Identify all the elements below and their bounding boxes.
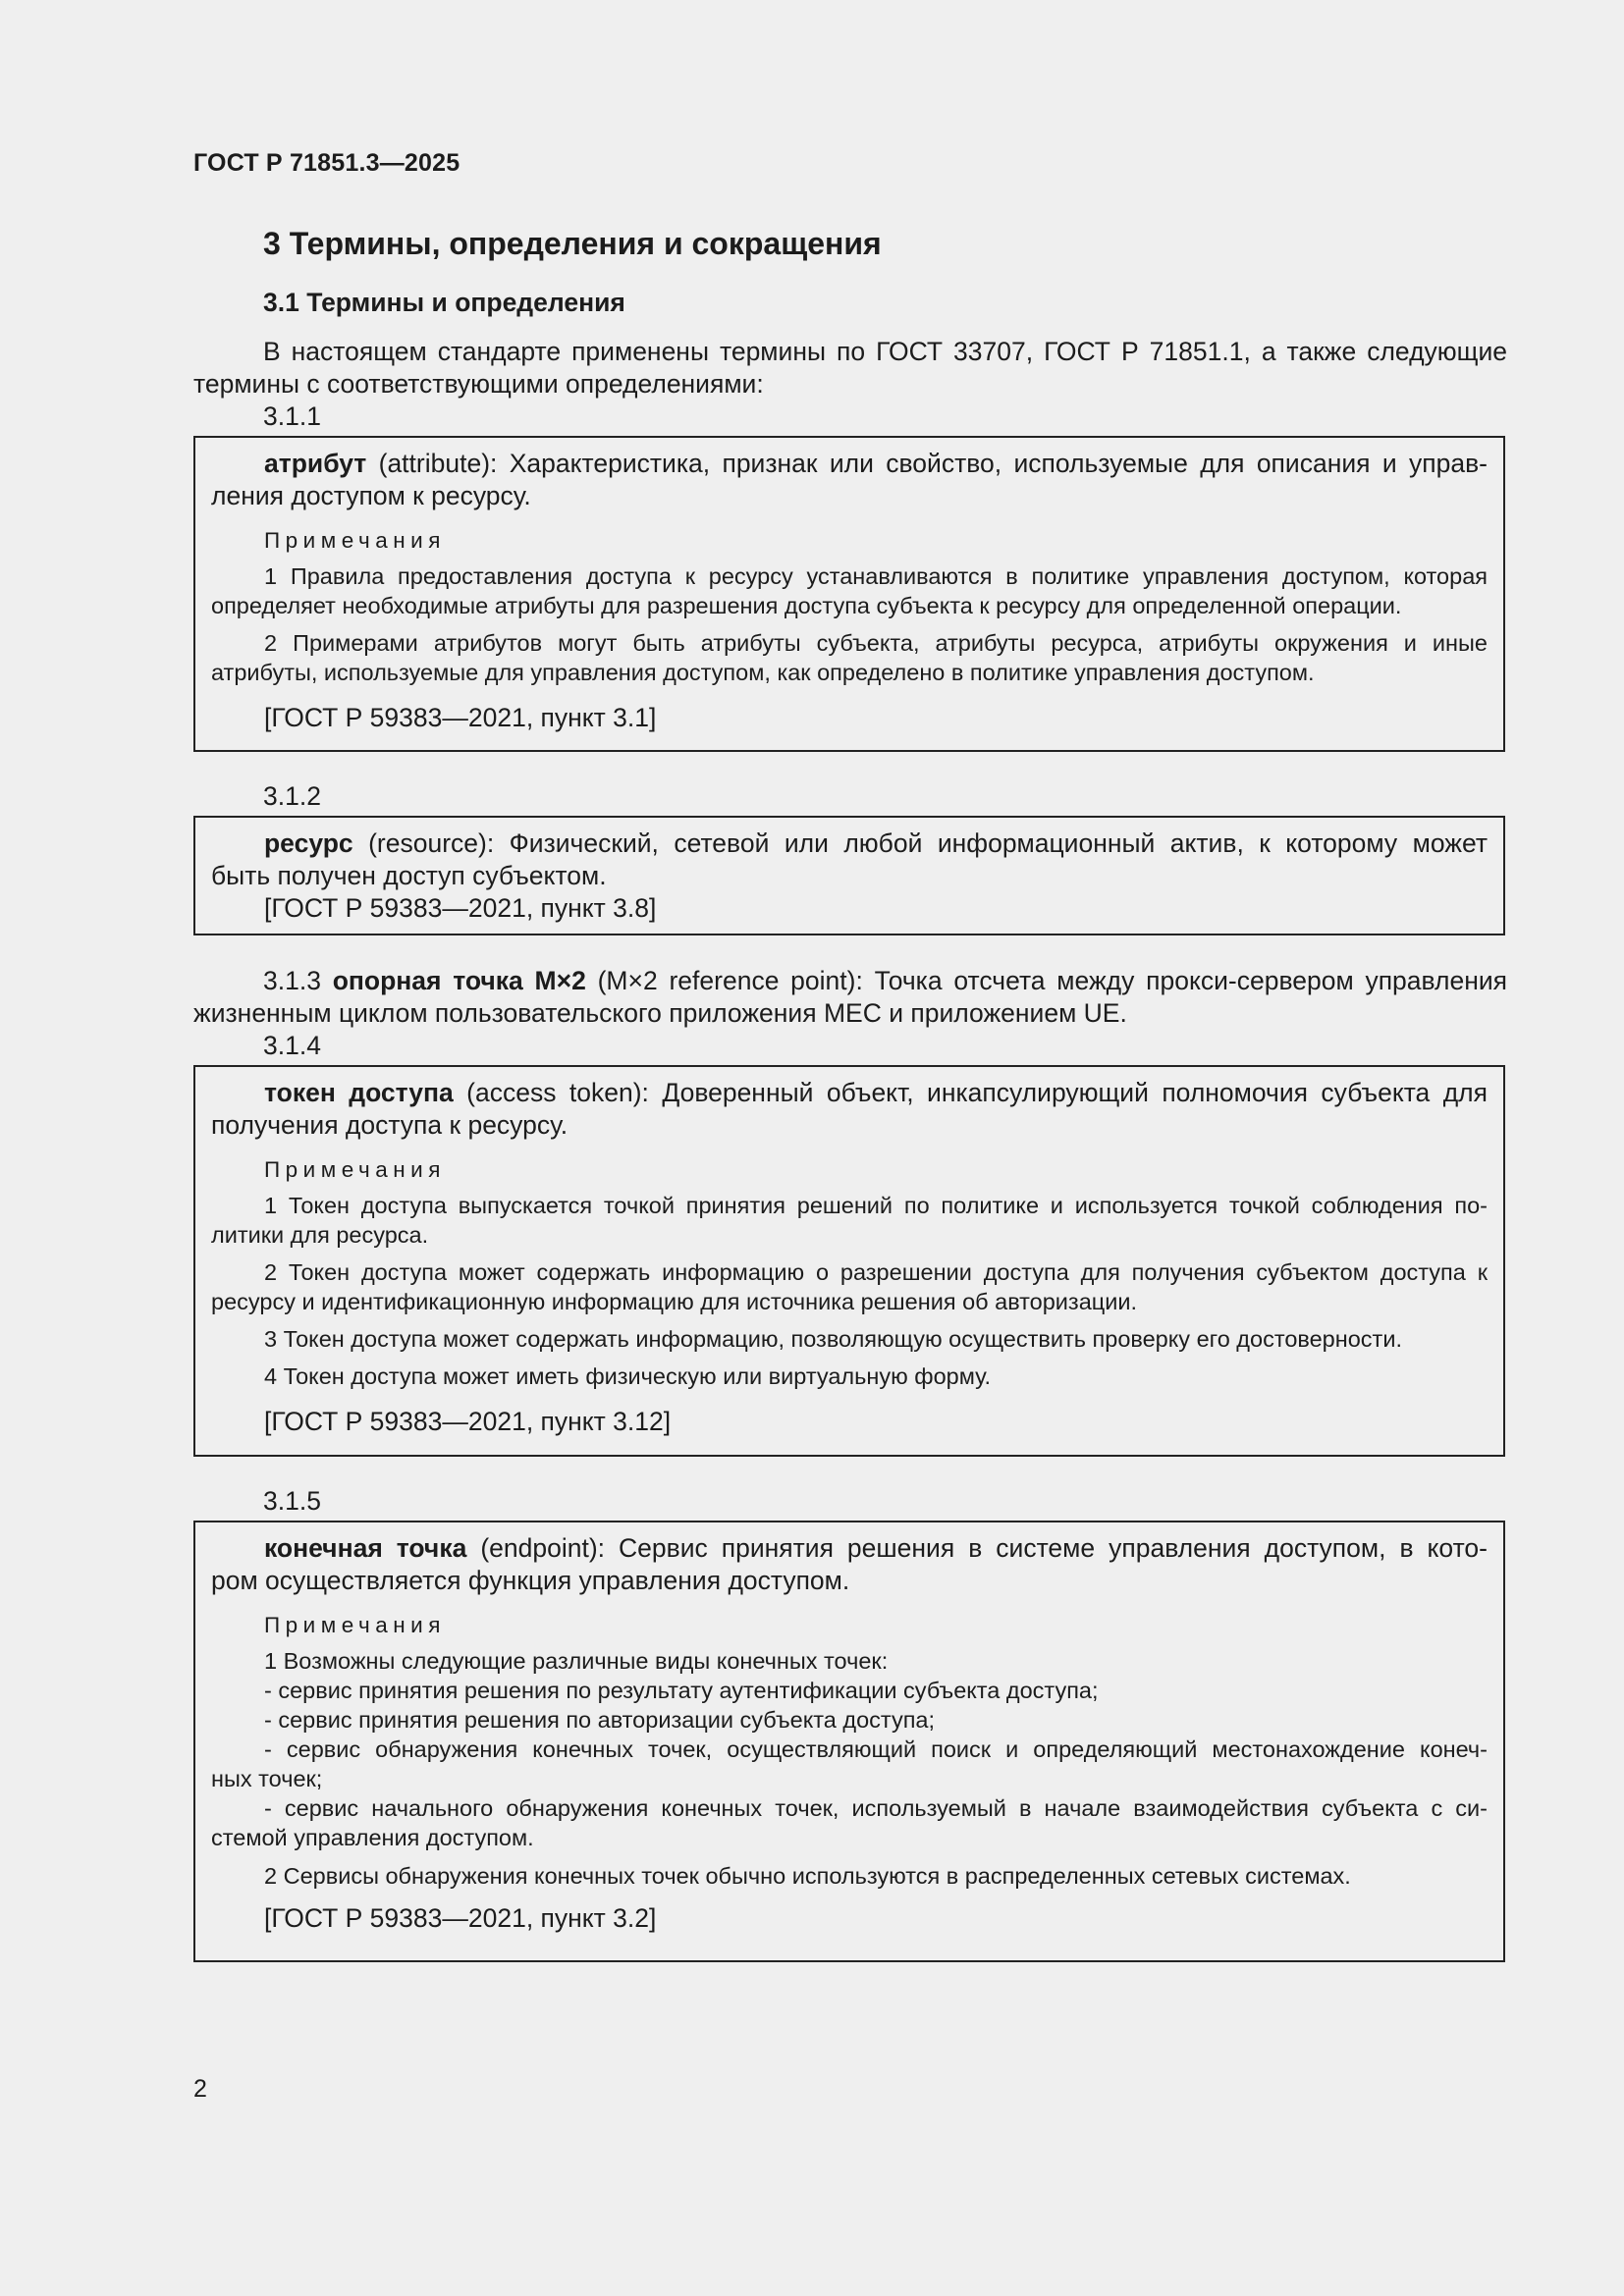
definition-line-2: быть получен доступ субъектом. xyxy=(211,861,607,890)
term-box-attribute xyxy=(193,436,1505,752)
intro-line-1: В настоящем стандарте применены термины по ГОСТ 33707, ГОСТ Р 71851.1, а также следующие xyxy=(263,337,1507,366)
term-box-endpoint xyxy=(193,1521,1505,1962)
term-number: 3.1.2 xyxy=(263,781,321,811)
list-item-continuation: стемой управления доступом. xyxy=(211,1825,534,1850)
note-line: 1 Правила предоставления доступа к ресурсу устанавливаются в политике управления доступом, которая xyxy=(264,563,1488,589)
source-reference: [ГОСТ Р 59383—2021, пункт 3.2] xyxy=(264,1903,657,1933)
definition-line xyxy=(193,965,1507,997)
term-name: ресурс xyxy=(264,828,353,858)
notes-label: Примечания xyxy=(264,1157,446,1182)
note-line: 2 Сервисы обнаружения конечных точек обычно используются в распределенных сетевых системах. xyxy=(264,1863,1351,1889)
note-line: определяет необходимые атрибуты для разрешения доступа субъекта к ресурсу для определенной операции. xyxy=(211,593,1402,618)
note-line: литики для ресурса. xyxy=(211,1222,429,1248)
note-line: 1 Токен доступа выпускается точкой принятия решений по политике и используется точкой соблюдения по- xyxy=(264,1193,1488,1218)
list-item: - сервис начального обнаружения конечных точек, используемый в начале взаимодействия субъекта с си- xyxy=(264,1795,1488,1821)
term-number: 3.1.4 xyxy=(263,1031,321,1060)
list-item: - сервис принятия решения по авторизации субъекта доступа; xyxy=(264,1707,936,1733)
definition-line-2: ром осуществляется функция управления доступом. xyxy=(211,1566,850,1595)
definition-text: (resource): Физический, сетевой или любой информационный актив, к которому может xyxy=(352,828,1488,858)
definition-line xyxy=(211,1077,1488,1109)
note-line: 3 Токен доступа может содержать информацию, позволяющую осуществить проверку его достоверности. xyxy=(264,1326,1402,1352)
definition-line xyxy=(211,828,1488,860)
term-box-access-token xyxy=(193,1065,1505,1457)
page-number: 2 xyxy=(193,2075,207,2103)
term-box-resource xyxy=(193,816,1505,935)
notes-label: Примечания xyxy=(264,528,446,553)
list-item: - сервис обнаружения конечных точек, осуществляющий поиск и определяющий местонахождение конеч- xyxy=(264,1736,1488,1762)
subsection-title: 3.1 Термины и определения xyxy=(263,288,625,317)
source-reference: [ГОСТ Р 59383—2021, пункт 3.1] xyxy=(264,703,657,732)
term-name: опорная точка M×2 xyxy=(332,966,586,995)
list-item: - сервис принятия решения по результату аутентификации субъекта доступа; xyxy=(264,1678,1099,1703)
definition-text: (M×2 reference point): Точка отсчета между прокси-сервером управления xyxy=(585,966,1507,995)
term-name: токен доступа xyxy=(264,1078,454,1107)
definition-line xyxy=(211,1532,1488,1565)
intro-paragraph xyxy=(193,336,1507,400)
term-name: атрибут xyxy=(264,449,367,478)
definition-line-2: жизненным циклом пользовательского приложения MEC и приложением UE. xyxy=(193,998,1127,1028)
term-paragraph-m2-reference-point xyxy=(193,965,1507,1030)
term-number: 3.1.3 xyxy=(263,966,321,995)
document-code: ГОСТ Р 71851.3—2025 xyxy=(193,149,460,177)
source-reference: [ГОСТ Р 59383—2021, пункт 3.12] xyxy=(264,1407,672,1436)
note-line: 1 Возможны следующие различные виды конечных точек: xyxy=(264,1648,889,1674)
source-reference: [ГОСТ Р 59383—2021, пункт 3.8] xyxy=(264,893,657,923)
term-number: 3.1.5 xyxy=(263,1486,321,1516)
intro-line-2: термины с соответствующими определениями: xyxy=(193,369,764,399)
definition-line-2: ления доступом к ресурсу. xyxy=(211,481,531,510)
definition-text: (access token): Доверенный объект, инкапсулирующий полномочия субъекта для xyxy=(453,1078,1488,1107)
note-line: 4 Токен доступа может иметь физическую или виртуальную форму. xyxy=(264,1363,992,1389)
definition-line xyxy=(211,448,1488,480)
note-line: атрибуты, используемые для управления доступом, как определено в политике управления доступом. xyxy=(211,660,1315,685)
definition-line-2: получения доступа к ресурсу. xyxy=(211,1110,568,1140)
definition-text: (attribute): Характеристика, признак или свойство, используемые для описания и управ- xyxy=(366,449,1488,478)
list-item-continuation: ных точек; xyxy=(211,1766,323,1791)
notes-label: Примечания xyxy=(264,1613,446,1637)
term-name: конечная точка xyxy=(264,1533,467,1563)
term-number: 3.1.1 xyxy=(263,401,321,431)
note-line: 2 Примерами атрибутов могут быть атрибуты субъекта, атрибуты ресурса, атрибуты окружения и иные xyxy=(264,630,1488,656)
definition-text: (endpoint): Сервис принятия решения в системе управления доступом, в кото- xyxy=(466,1533,1488,1563)
note-line: 2 Токен доступа может содержать информацию о разрешении доступа для получения субъектом доступа к xyxy=(264,1259,1488,1285)
note-line: ресурсу и идентификационную информацию для источника решения об авторизации. xyxy=(211,1289,1138,1314)
section-title: 3 Термины, определения и сокращения xyxy=(263,226,882,261)
